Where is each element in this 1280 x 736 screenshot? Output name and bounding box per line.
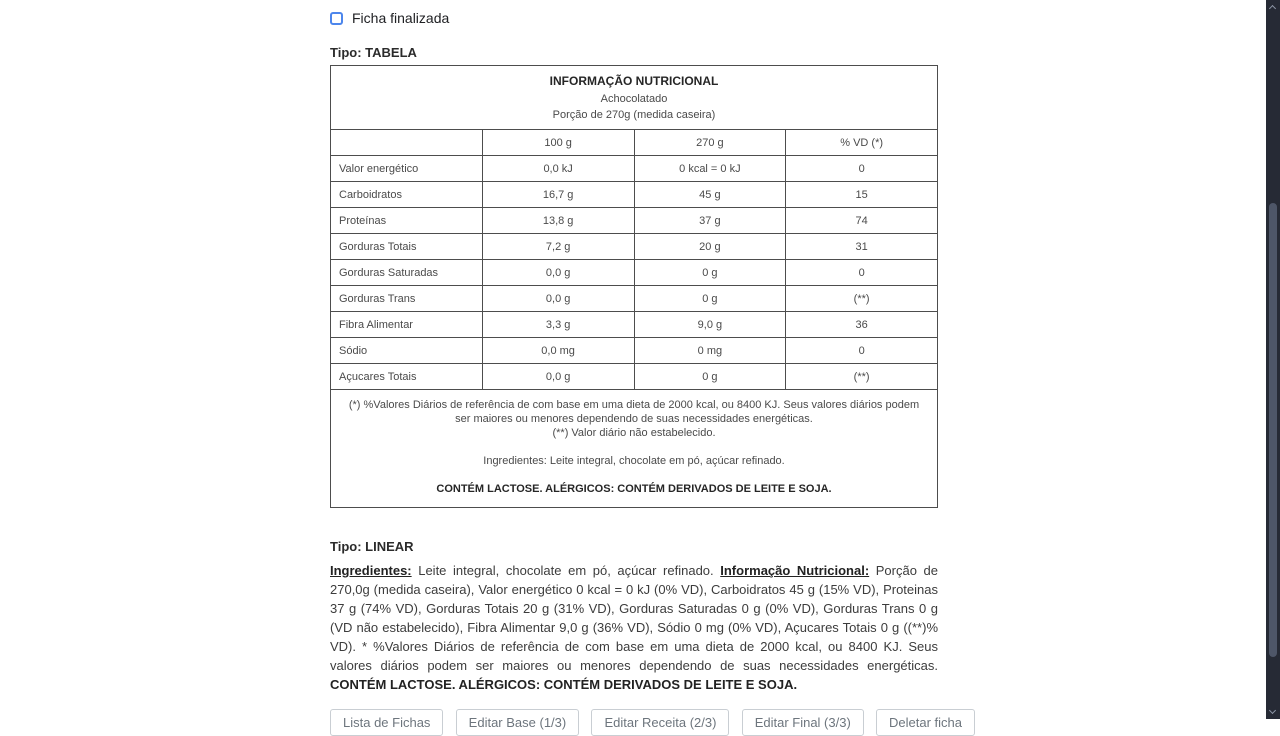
deletar-ficha-button[interactable]: Deletar ficha: [876, 709, 975, 736]
table-row: [331, 312, 938, 338]
table-row: [331, 260, 938, 286]
scroll-up-icon[interactable]: [1269, 5, 1276, 12]
row-label: Proteínas: [331, 208, 483, 234]
linear-info-label: Informação Nutricional:: [720, 563, 870, 578]
table-footer-row: [331, 390, 938, 508]
lista-de-fichas-button[interactable]: Lista de Fichas: [330, 709, 443, 736]
table-row: [331, 364, 938, 390]
row-value-270g: 9,0 g: [634, 312, 786, 338]
row-label: Carboidratos: [331, 182, 483, 208]
row-value-270g: 0 g: [634, 286, 786, 312]
table-header-row: [331, 130, 938, 156]
vertical-scrollbar[interactable]: [1266, 0, 1280, 719]
table-row: [331, 208, 938, 234]
linear-nutrition-paragraph: [330, 561, 938, 694]
linear-ingredients-text: Leite integral, chocolate em pó, açúcar refinado.: [411, 563, 721, 578]
row-label: Valor energético: [331, 156, 483, 182]
row-value-vd: (**): [786, 364, 938, 390]
row-label: Gorduras Totais: [331, 234, 483, 260]
table-row: [331, 234, 938, 260]
table-row: [331, 156, 938, 182]
tipo-tabela-heading: Tipo: TABELA: [330, 45, 417, 60]
table-title: INFORMAÇÃO NUTRICIONAL: [549, 74, 719, 88]
row-value-vd: 15: [786, 182, 938, 208]
table-title-row: [331, 66, 938, 130]
row-value-100g: 13,8 g: [482, 208, 634, 234]
row-value-100g: 7,2 g: [482, 234, 634, 260]
table-row: [331, 338, 938, 364]
editar-receita-button[interactable]: Editar Receita (2/3): [591, 709, 729, 736]
row-value-100g: 0,0 kJ: [482, 156, 634, 182]
ficha-finalizada-label: Ficha finalizada: [352, 10, 450, 26]
row-value-100g: 0,0 g: [482, 260, 634, 286]
row-label: Sódio: [331, 338, 483, 364]
col-header-empty: [331, 130, 483, 156]
table-row: [331, 182, 938, 208]
scroll-down-icon[interactable]: [1269, 707, 1276, 714]
tipo-linear-heading: Tipo: LINEAR: [330, 539, 414, 554]
action-buttons: [330, 709, 975, 736]
row-value-vd: 36: [786, 312, 938, 338]
row-value-100g: 16,7 g: [482, 182, 634, 208]
allergen-line: CONTÉM LACTOSE. ALÉRGICOS: CONTÉM DERIVADOS DE LEITE E SOJA.: [436, 483, 832, 495]
row-label: Açucares Totais: [331, 364, 483, 390]
row-value-270g: 20 g: [634, 234, 786, 260]
row-value-vd: 74: [786, 208, 938, 234]
linear-info-text: Porção de 270,0g (medida caseira), Valor energético 0 kcal = 0 kJ (0% VD), Carboidratos 45 g (15% VD), Proteinas 37 g (74% VD), Gorduras Totais 20 g (31% VD), Gorduras Saturadas 0 g (0% VD), Gorduras Trans 0 g (VD não estabelecido), Fibra Alimentar 9,0 g (36% VD), Sódio 0 mg (0% VD), Açucares Totais 0 g ((**)% VD). * %Valores Diários de referência de com base em uma dieta de 2000 kcal, ou 8400 KJ. Seus valores diários podem ser maiores ou menores dependendo de suas necessidades energéticas.: [330, 563, 939, 673]
row-value-vd: 0: [786, 260, 938, 286]
row-value-100g: 0,0 mg: [482, 338, 634, 364]
row-value-270g: 0 g: [634, 260, 786, 286]
table-portion: Porção de 270g (medida caseira): [552, 109, 716, 121]
row-value-270g: 37 g: [634, 208, 786, 234]
main-content: [330, 0, 962, 736]
row-label: Gorduras Trans: [331, 286, 483, 312]
ficha-finalizada-row: [330, 10, 938, 26]
col-header-vd: % VD (*): [786, 130, 938, 156]
row-value-270g: 0 g: [634, 364, 786, 390]
row-value-100g: 0,0 g: [482, 286, 634, 312]
editar-final-button[interactable]: Editar Final (3/3): [742, 709, 864, 736]
scrollbar-thumb[interactable]: [1269, 203, 1277, 657]
linear-ingredients-label: Ingredientes:: [330, 563, 412, 578]
row-value-270g: 45 g: [634, 182, 786, 208]
row-value-270g: 0 kcal = 0 kJ: [634, 156, 786, 182]
row-value-100g: 0,0 g: [482, 364, 634, 390]
table-row: [331, 286, 938, 312]
table-subtitle: Achocolatado: [600, 93, 668, 105]
row-value-vd: 31: [786, 234, 938, 260]
row-value-vd: 0: [786, 338, 938, 364]
row-value-vd: 0: [786, 156, 938, 182]
daily-values-note: (*) %Valores Diários de referência de com base em uma dieta de 2000 kcal, ou 8400 KJ. Seus valores diários podem ser maiores ou menores dependendo de suas necessidades energéticas.: [348, 399, 920, 425]
ingredients-line: Ingredientes: Leite integral, chocolate em pó, açúcar refinado.: [483, 455, 785, 467]
row-label: Fibra Alimentar: [331, 312, 483, 338]
row-value-100g: 3,3 g: [482, 312, 634, 338]
linear-allergen-text: CONTÉM LACTOSE. ALÉRGICOS: CONTÉM DERIVADOS DE LEITE E SOJA.: [330, 677, 798, 692]
row-value-270g: 0 mg: [634, 338, 786, 364]
row-label: Gorduras Saturadas: [331, 260, 483, 286]
nutrition-table: [330, 65, 938, 508]
row-value-vd: (**): [786, 286, 938, 312]
editar-base-button[interactable]: Editar Base (1/3): [456, 709, 580, 736]
ficha-finalizada-checkbox[interactable]: [330, 12, 343, 25]
col-header-270g: 270 g: [634, 130, 786, 156]
not-established-note: (**) Valor diário não estabelecido.: [552, 427, 716, 439]
col-header-100g: 100 g: [482, 130, 634, 156]
